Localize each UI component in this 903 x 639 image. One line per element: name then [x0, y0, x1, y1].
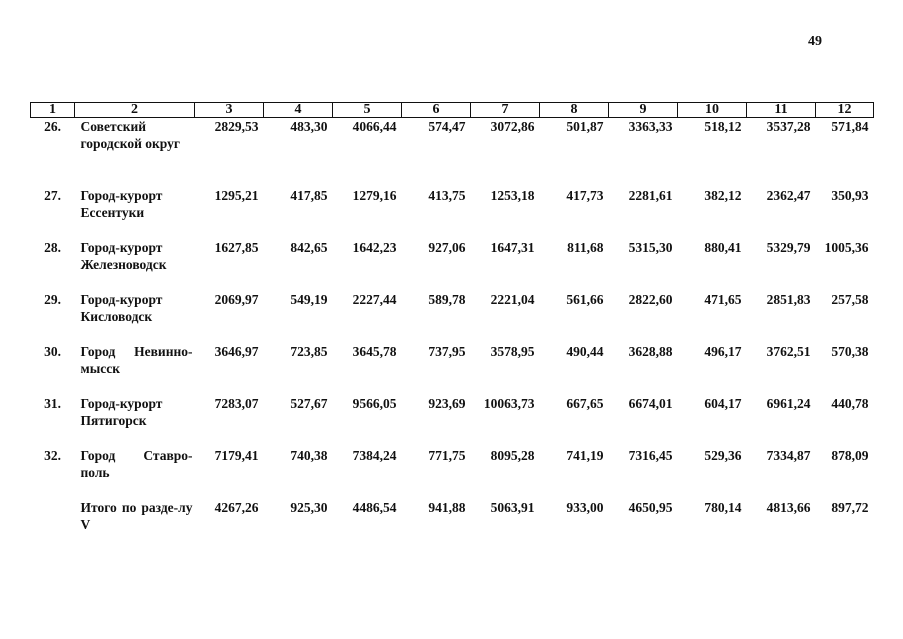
value-cell: 382,12 — [704, 188, 742, 203]
value-cell: 1647,31 — [490, 240, 535, 255]
value-cell: 2281,61 — [628, 188, 673, 203]
value-cell: 3762,51 — [766, 344, 811, 359]
value-cell: 740,38 — [290, 448, 328, 463]
data-table — [30, 102, 874, 551]
value-cell: 589,78 — [428, 292, 466, 307]
value-cell: 878,09 — [831, 448, 869, 463]
header-cell: 2 — [75, 103, 195, 118]
total-row — [31, 499, 874, 551]
value-cell: 842,65 — [290, 240, 328, 255]
value-cell: 2822,60 — [628, 292, 673, 307]
value-cell: 7334,87 — [766, 448, 811, 463]
value-cell: 3645,78 — [352, 344, 397, 359]
value-cell: 570,38 — [831, 344, 869, 359]
value-cell: 1627,85 — [214, 240, 259, 255]
header-cell: 7 — [471, 103, 540, 118]
value-cell: 7384,24 — [352, 448, 397, 463]
row-number: 27. — [44, 188, 61, 203]
value-cell: 4486,54 — [352, 500, 397, 515]
value-cell: 667,65 — [566, 396, 604, 411]
value-cell: 561,66 — [566, 292, 604, 307]
table-row — [31, 395, 874, 447]
value-cell: 518,12 — [704, 119, 742, 134]
row-number — [31, 499, 75, 551]
value-cell: 897,72 — [831, 500, 869, 515]
header-cell: 4 — [264, 103, 333, 118]
value-cell: 3363,33 — [628, 119, 673, 134]
row-number: 32. — [44, 448, 61, 463]
value-cell: 549,19 — [290, 292, 328, 307]
value-cell: 490,44 — [566, 344, 604, 359]
value-cell: 771,75 — [428, 448, 466, 463]
table-row — [31, 291, 874, 343]
header-cell: 5 — [333, 103, 402, 118]
municipality-name: Город-курорт Ессентуки — [80, 188, 163, 220]
value-cell: 1642,23 — [352, 240, 397, 255]
value-cell: 5329,79 — [766, 240, 811, 255]
page-number: 49 — [808, 34, 822, 49]
value-cell: 925,30 — [290, 500, 328, 515]
value-cell: 1295,21 — [214, 188, 259, 203]
header-cell: 11 — [747, 103, 816, 118]
value-cell: 4650,95 — [628, 500, 673, 515]
value-cell: 8095,28 — [490, 448, 535, 463]
value-cell: 571,84 — [831, 119, 869, 134]
table-row — [31, 343, 874, 395]
value-cell: 3646,97 — [214, 344, 259, 359]
value-cell: 6674,01 — [628, 396, 673, 411]
value-cell: 2069,97 — [214, 292, 259, 307]
value-cell: 2227,44 — [352, 292, 397, 307]
value-cell: 501,87 — [566, 119, 604, 134]
value-cell: 880,41 — [704, 240, 742, 255]
value-cell: 10063,73 — [483, 396, 535, 411]
value-cell: 811,68 — [567, 240, 604, 255]
header-cell: 1 — [31, 103, 75, 118]
value-cell: 4813,66 — [766, 500, 811, 515]
value-cell: 5315,30 — [628, 240, 673, 255]
table-row — [31, 239, 874, 291]
header-cell: 9 — [609, 103, 678, 118]
municipality-name: Город-курорт Кисловодск — [80, 292, 163, 324]
value-cell: 2851,83 — [766, 292, 811, 307]
header-cell: 8 — [540, 103, 609, 118]
value-cell: 923,69 — [428, 396, 466, 411]
value-cell: 350,93 — [831, 188, 869, 203]
value-cell: 417,85 — [290, 188, 328, 203]
value-cell: 413,75 — [428, 188, 466, 203]
municipality-name: Советский городской округ — [80, 119, 180, 151]
value-cell: 1005,36 — [824, 240, 869, 255]
value-cell: 257,58 — [831, 292, 869, 307]
value-cell: 6961,24 — [766, 396, 811, 411]
municipality-name: Город-курорт Железноводск — [80, 240, 167, 272]
value-cell: 527,67 — [290, 396, 328, 411]
row-number: 26. — [44, 119, 61, 134]
value-cell: 3628,88 — [628, 344, 673, 359]
value-cell: 780,14 — [704, 500, 742, 515]
value-cell: 417,73 — [566, 188, 604, 203]
municipality-name: Город-курорт Пятигорск — [80, 396, 163, 428]
value-cell: 3578,95 — [490, 344, 535, 359]
total-label: Итого по разде-лу V — [80, 500, 193, 532]
municipality-name: Город Невинно-мысск — [80, 344, 193, 376]
value-cell: 741,19 — [566, 448, 604, 463]
value-cell: 440,78 — [831, 396, 869, 411]
value-cell: 941,88 — [428, 500, 466, 515]
table-row — [31, 447, 874, 499]
row-number: 30. — [44, 344, 61, 359]
value-cell: 723,85 — [290, 344, 328, 359]
value-cell: 3537,28 — [766, 119, 811, 134]
value-cell: 1253,18 — [490, 188, 535, 203]
value-cell: 2362,47 — [766, 188, 811, 203]
value-cell: 2221,04 — [490, 292, 535, 307]
value-cell: 4267,26 — [214, 500, 259, 515]
value-cell: 574,47 — [428, 119, 466, 134]
table-row — [31, 118, 874, 188]
header-cell: 3 — [195, 103, 264, 118]
value-cell: 3072,86 — [490, 119, 535, 134]
header-cell: 10 — [678, 103, 747, 118]
table-row — [31, 187, 874, 239]
row-number: 29. — [44, 292, 61, 307]
value-cell: 5063,91 — [490, 500, 535, 515]
value-cell: 927,06 — [428, 240, 466, 255]
value-cell: 529,36 — [704, 448, 742, 463]
value-cell: 737,95 — [428, 344, 466, 359]
value-cell: 7283,07 — [214, 396, 259, 411]
value-cell: 933,00 — [566, 500, 604, 515]
value-cell: 471,65 — [704, 292, 742, 307]
value-cell: 1279,16 — [352, 188, 397, 203]
row-number: 31. — [44, 396, 61, 411]
value-cell: 4066,44 — [352, 119, 397, 134]
value-cell: 483,30 — [290, 119, 328, 134]
value-cell: 7316,45 — [628, 448, 673, 463]
header-row — [31, 103, 874, 118]
municipality-name: Город Ставро-поль — [80, 448, 193, 480]
header-cell: 12 — [816, 103, 874, 118]
value-cell: 2829,53 — [214, 119, 259, 134]
value-cell: 496,17 — [704, 344, 742, 359]
header-cell: 6 — [402, 103, 471, 118]
value-cell: 604,17 — [704, 396, 742, 411]
value-cell: 7179,41 — [214, 448, 259, 463]
value-cell: 9566,05 — [352, 396, 397, 411]
row-number: 28. — [44, 240, 61, 255]
